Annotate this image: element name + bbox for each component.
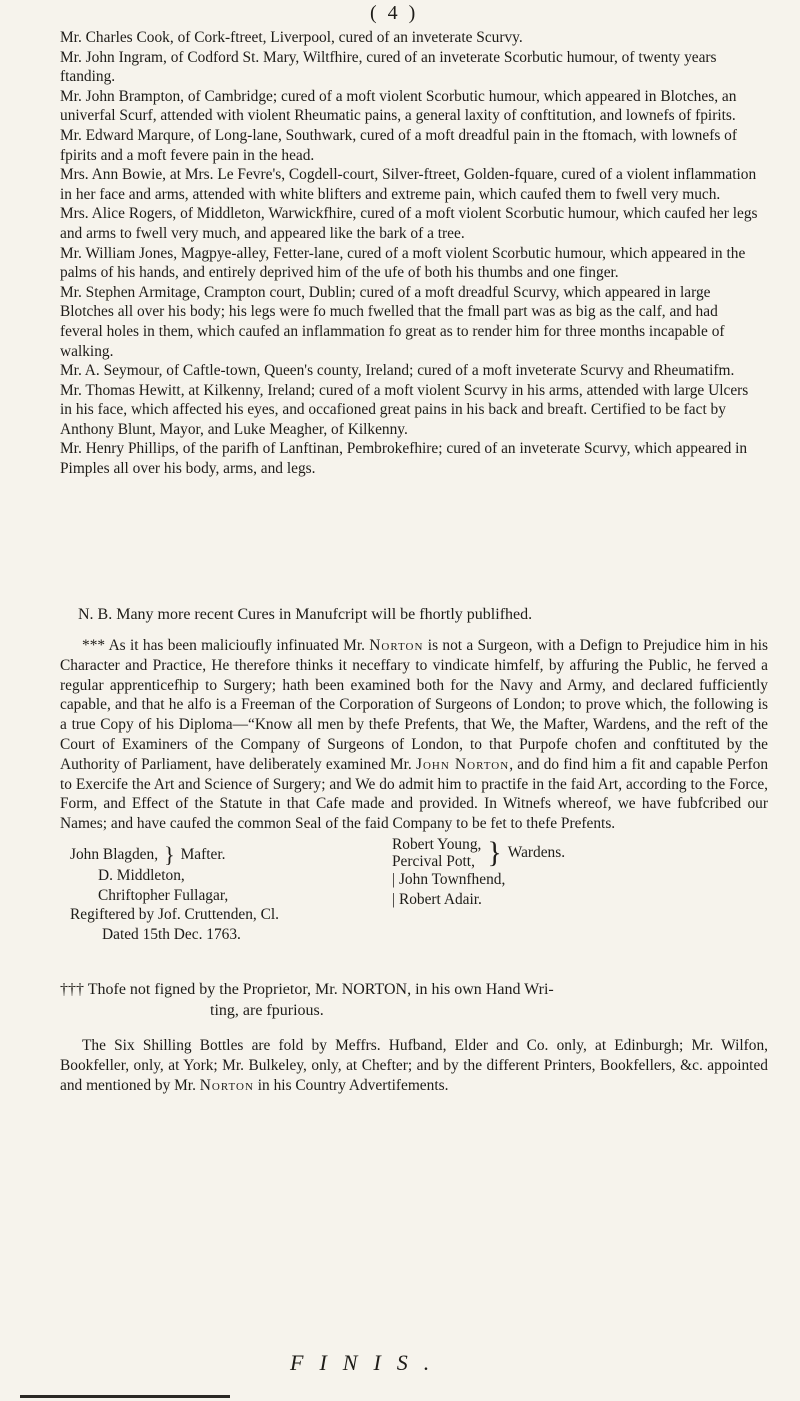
signatures-right bbox=[392, 836, 752, 909]
master-signature bbox=[70, 844, 380, 866]
proprietor-name: Norton bbox=[199, 1077, 254, 1094]
cure-entry: Mr. Stephen Armitage, Crampton court, Dublin; cured of a moft dreadful Scurvy, which appeared in large Blotches all over his body; his legs were fo much fwelled that the fmall part was as big as the calf, and had feveral holes in them, which caufed an inflammation fo great as to render him for three months incapable of walking. bbox=[60, 283, 725, 360]
registration-line: Regiftered by Jof. Cruttenden, Cl. bbox=[70, 906, 280, 923]
warning-text: ting, are fpurious. bbox=[210, 1001, 324, 1019]
cure-entry: Mr. Thomas Hewitt, at Kilkenny, Ireland; cured of a moft violent Scurvy in his arms, attended with large Ulcers in his face, which affected his eyes, and occafioned great pains in his back and breaft. Certified to be fact by Anthony Blunt, Mayor, and Luke Meagher, of Kilkenny. bbox=[60, 381, 749, 438]
notice-text: , and do find him a fit and capable Perfon to Exercife the Art and Science of Surgery; and We do admit him to practife in the faid Art, according to the Force, Form, and Effect of the Statute in that Cafe made and provided. In Witnefs whereof, we have fubfcribed our Names; and have caufed the common Seal of the faid Company to be fet to thefe Prefents. bbox=[60, 755, 769, 833]
sellers-text: in his Country Advertifements. bbox=[253, 1077, 449, 1094]
warning-text: Thofe not figned by the Proprietor, Mr. NORTON, in his own Hand Wri- bbox=[87, 981, 554, 998]
brace-icon: } bbox=[487, 836, 502, 869]
cure-entry: Mr. William Jones, Magpye-alley, Fetter-lane, cured of a moft violent Scorbutic humour, which appeared in the palms of his hands, and entirely deprived him of the ufe of both his thumbs and one finger. bbox=[60, 244, 746, 282]
sellers-notice bbox=[60, 1036, 768, 1096]
cure-list bbox=[60, 28, 760, 479]
examiner-name: D. Middleton, bbox=[98, 867, 185, 884]
cure-entry: Mr. Edward Marqure, of Long-lane, Southwark, cured of a moft dreadful pain in the ftomach, with lownefs of fpirits and a moft fevere pain in the head. bbox=[60, 126, 737, 164]
cure-entry: Mrs. Alice Rogers, of Middleton, Warwickfhire, cured of a moft violent Scorbutic humour, which caufed her legs and arms to fwell very much, and appeared like the bark of a tree. bbox=[60, 205, 758, 242]
warden-name: Robert Young, bbox=[392, 836, 482, 853]
notice-text: is not a Surgeon, with a Defign to Prejudice him in his Character and Practice, He therefore thinks it neceffary to vindicate himfelf, by affuring the Public, he ferved a regular apprenticefhip to Surgery; hath been examined both for the Navy and Army, and declared fufficiently capable, and that he alfo is a Freeman of the Corporation of Surgeons of London; to prove which, the following is a true Copy of his Diploma—“Know all men by thefe Prefents, that We, the Mafter, Wardens, and the reft of the Court of Examiners of the Company of Surgeons of London, to that Purpofe chofen and conftituted by the Authority of Parliament, have deliberately examined Mr. bbox=[60, 637, 768, 773]
bottom-rule bbox=[20, 1395, 230, 1398]
brace-icon: } bbox=[164, 842, 175, 867]
wardens-title: Wardens. bbox=[507, 844, 566, 862]
cure-entry: Mrs. Ann Bowie, at Mrs. Le Fevre's, Cogdell-court, Silver-ftreet, Golden-fquare, cured of a violent inflammation in her face and arms, attended with white blifters and extreme pain, which caufed them to fwell very much. bbox=[60, 166, 757, 203]
cure-entry: Mr. Charles Cook, of Cork-ftreet, Liverpool, cured of an inveterate Scurvy. bbox=[60, 29, 523, 46]
cure-entry: Mr. A. Seymour, of Caftle-town, Queen's county, Ireland; cured of a moft inveterate Scurvy and Rheumatifm. bbox=[60, 362, 735, 380]
cure-entry: Mr. John Brampton, of Cambridge; cured of a moft violent Scorbutic humour, which appeared in Blotches, an univerfal Scurf, attended with violent Rheumatic pains, a general laxity of conftitution, and lownefs of fpirits. bbox=[60, 87, 737, 125]
spurious-warning bbox=[60, 980, 768, 1021]
diploma-notice bbox=[60, 636, 768, 834]
finis-heading: FINIS. bbox=[290, 1350, 446, 1375]
master-name: John Blagden, bbox=[70, 846, 159, 864]
date-line: Dated 15th Dec. 1763. bbox=[102, 925, 241, 943]
wardens-signature bbox=[392, 836, 752, 870]
warden-name: Percival Pott, bbox=[392, 853, 475, 870]
examiner-name: Chriftopher Fullagar, bbox=[98, 886, 229, 904]
proprietor-name: Norton bbox=[369, 637, 424, 654]
notice-text: *** As it has been malicioufly infinuated Mr. bbox=[82, 637, 370, 654]
cure-entry: Mr. John Ingram, of Codford St. Mary, Wiltfhire, cured of an inveterate Scorbutic humour, of twenty years ftanding. bbox=[60, 48, 717, 86]
cure-entry: Mr. Henry Phillips, of the parifh of Lanftinan, Pembrokefhire; cured of an inveterate Scurvy, which appeared in Pimples all over his body, arms, and legs. bbox=[60, 440, 748, 478]
examiner-name: | Robert Adair. bbox=[392, 890, 482, 908]
proprietor-full-name: John Norton bbox=[416, 755, 510, 773]
dagger-mark: ††† bbox=[60, 981, 84, 998]
signatures-left bbox=[70, 844, 380, 944]
sellers-text: The Six Shilling Bottles are fold by Meffrs. Hufband, Elder and Co. only, at Edinburgh; Mr. Wilfon, Bookfeller, only, at York; Mr. Bulkeley, only, at Chefter; and by the different Printers, Bookfellers, &c. appointed and mentioned by Mr. bbox=[60, 1037, 768, 1094]
nota-bene: N. B. Many more recent Cures in Manufcript will be fhortly publifhed. bbox=[78, 606, 533, 623]
examiner-name: | John Townfhend, bbox=[392, 871, 506, 888]
page-number: ( 4 ) bbox=[370, 2, 419, 24]
master-title: Mafter. bbox=[180, 846, 226, 864]
